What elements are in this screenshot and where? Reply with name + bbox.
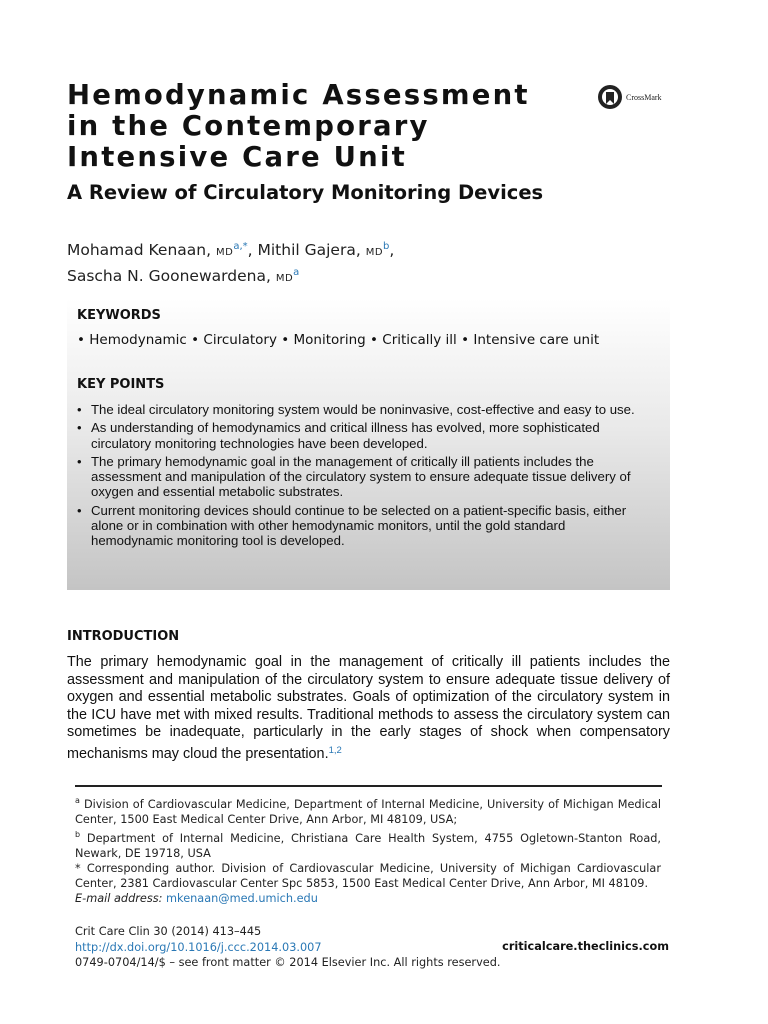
crossmark-label: CrossMark [626, 92, 662, 102]
title-line-1: Hemodynamic Assessment [67, 79, 530, 111]
author-degree: MD [215, 247, 234, 258]
author-degree: MD [365, 247, 384, 258]
keyword-bullet: • [461, 332, 474, 348]
author-separator: , [389, 241, 395, 259]
keyword-item: Intensive care unit [473, 332, 600, 348]
author-line-1 [67, 237, 670, 263]
doi-link[interactable]: http://dx.doi.org/10.1016/j.ccc.2014.03.007 [75, 940, 322, 954]
key-point-item: • The ideal circulatory monitoring system would be noninvasive, cost-effective and easy to use. [77, 402, 649, 417]
journal-citation: Crit Care Clin 30 (2014) 413–445 [75, 925, 262, 938]
article-subtitle: A Review of Circulatory Monitoring Devices [67, 181, 544, 204]
introduction-heading: INTRODUCTION [67, 629, 180, 644]
article-header [67, 80, 670, 204]
reference-link[interactable]: 1,2 [328, 744, 342, 756]
introduction-text: The primary hemodynamic goal in the management of critically ill patients includes the assessment and manipulation of the circulatory system to ensure adequate tissue delivery of oxygen and essential metabolic substrates. Goals of optimization of the circulatory system in the ICU have met with mixed results. Traditional methods to assess the circulatory system can sometimes be inadequate, particularly in the early stages of shock when compensatory mechanisms may cloud the presentation. [67, 654, 670, 762]
key-points-heading: KEY POINTS [77, 377, 165, 392]
introduction-paragraph [67, 654, 670, 764]
keywords-list [77, 332, 599, 348]
keywords-heading: KEYWORDS [77, 308, 161, 323]
author-list [67, 237, 670, 289]
author-separator: , [247, 241, 253, 259]
footnote-text: Division of Cardiovascular Medicine, Department of Internal Medicine, University of Michigan Medical Center, 1500 East Medical Center Drive, Ann Arbor, MI 48109, USA; [75, 798, 661, 826]
key-point-item: • As understanding of hemodynamics and critical illness has evolved, more sophisticated circulatory monitoring technologies have been developed. [77, 420, 649, 451]
article-title [67, 80, 670, 173]
footnote-email [75, 891, 661, 906]
footnote-corresponding: * Corresponding author. Division of Cardiovascular Medicine, University of Michigan Cardiovascular Center, 2381 Cardiovascular Center Spc 5853, 1500 East Medical Center Drive, Ann Arbor, MI 48109. [75, 862, 661, 890]
title-line-2: in the Contemporary [67, 110, 430, 142]
journal-website-link[interactable]: criticalcare.theclinics.com [502, 940, 669, 953]
email-label: E-mail address: [75, 892, 163, 905]
key-point-item: • The primary hemodynamic goal in the management of critically ill patients includes the assessment and manipulation of the circulatory system to ensure adequate tissue delivery of oxygen and essential metabolic substrates. [77, 454, 649, 500]
keyword-bullet: • [77, 332, 90, 348]
author-name: Mohamad Kenaan, [67, 241, 212, 259]
key-points-list [77, 402, 649, 552]
copyright-notice: 0749-0704/14/$ – see front matter © 2014 Elsevier Inc. All rights reserved. [75, 956, 501, 969]
email-link[interactable]: mkenaan@med.umich.edu [166, 892, 318, 905]
crossmark-icon [597, 84, 623, 110]
affiliation-mark[interactable]: a,* [233, 241, 248, 252]
author-name: Mithil Gajera, [257, 241, 361, 259]
affiliation-mark[interactable]: a [293, 267, 300, 278]
keyword-item: Critically ill [382, 332, 457, 348]
keyword-bullet: • [281, 332, 294, 348]
keyword-bullet: • [370, 332, 383, 348]
footnote-affiliation-b [75, 827, 661, 861]
keyword-item: Circulatory [203, 332, 277, 348]
title-line-3: Intensive Care Unit [67, 141, 407, 173]
author-line-2 [67, 263, 670, 289]
footnote-mark: a [75, 796, 80, 805]
author-name: Sascha N. Goonewardena, [67, 267, 271, 285]
footnotes [75, 793, 661, 906]
author-degree: MD [275, 273, 294, 284]
keywords-keypoints-box [67, 298, 670, 590]
key-point-item: • Current monitoring devices should continue to be selected on a patient-specific basis, either alone or in combination with other hemodynamic monitors, until the gold standard hemodynamic monitoring tool is developed. [77, 503, 649, 549]
footnote-divider [75, 785, 662, 787]
journal-info [75, 924, 669, 971]
keyword-item: Monitoring [293, 332, 366, 348]
footnote-affiliation-a [75, 793, 661, 827]
keyword-bullet: • [191, 332, 204, 348]
affiliation-mark[interactable]: b [383, 241, 390, 252]
crossmark-badge[interactable] [597, 84, 662, 110]
footnote-text: Department of Internal Medicine, Christiana Care Health System, 4755 Ogletown-Stanton Road, Newark, DE 19718, USA [75, 832, 662, 860]
footnote-mark: b [75, 830, 81, 839]
keyword-item: Hemodynamic [89, 332, 187, 348]
